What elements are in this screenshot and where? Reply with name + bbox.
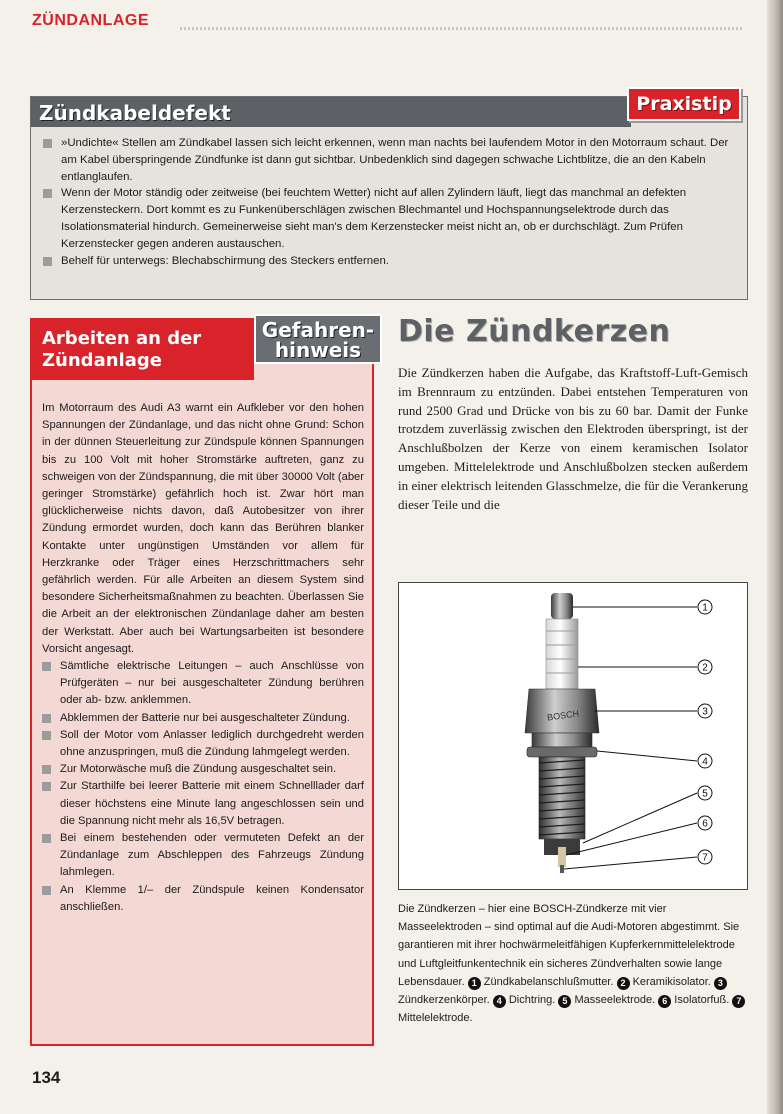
ceramic-insulator xyxy=(546,619,578,689)
figure-caption xyxy=(398,900,748,1027)
bullet-square-icon xyxy=(42,782,51,791)
tip-item-text: Behelf für unterwegs: Blechabschirmung des Steckers entfernen. xyxy=(61,254,389,267)
danger-item-text: Zur Motorwäsche muß die Zündung ausgeschaltet sein. xyxy=(60,763,337,776)
tip-item-text: Wenn der Motor ständig oder zeitweise (bei feuchtem Wetter) nicht auf allen Zylindern läuft, liegt das manchmal an defekten Kerzensteckern. Dort kommt es zu Funkenüberschlägen zwischen Blechmantel und Hochspannungselektrode durch das Isolationsmaterial hindurch. Gemeinerweise sieht man's dem Kerzenstecker meist nicht an, ob er durchschlägt. Zum Prüfen Kerzenstecker gegen anderen austauschen. xyxy=(61,187,687,250)
spark-plug-illustration xyxy=(399,583,749,891)
logo-text: BOSCH xyxy=(546,708,580,723)
danger-item xyxy=(42,710,364,727)
number-badge-icon: 1 xyxy=(468,977,481,990)
spark-plug-figure xyxy=(398,582,748,890)
number-badge-icon: 5 xyxy=(558,995,571,1008)
tip-item-text: »Undichte« Stellen am Zündkabel lassen sich leicht erkennen, wenn man nachts bei laufendem Motor in den Motorraum schaut. Der am Kabel überspringende Zündfunke ist dann gut sichtbar. Unbedenklich sind dagegen schwache Lichtblitze, die an den Kabeln entlanglaufen. xyxy=(61,137,729,183)
section-header: ZÜNDANLAGE xyxy=(32,12,149,29)
bullet-square-icon xyxy=(42,886,51,895)
danger-item xyxy=(42,882,364,916)
caption-part-label: Keramikisolator. xyxy=(632,975,711,988)
number-badge-icon: 3 xyxy=(714,977,727,990)
callout-7: 7 xyxy=(702,852,708,864)
caption-part-label: Zündkerzenkörper. xyxy=(398,994,490,1007)
tip-box xyxy=(30,93,748,300)
caption-part-label: Zündkabelanschlußmutter. xyxy=(483,975,614,988)
callout-3: 3 xyxy=(702,706,708,718)
danger-item xyxy=(42,727,364,761)
number-badge-icon: 7 xyxy=(732,995,745,1008)
number-badge-icon: 6 xyxy=(658,995,671,1008)
tip-title: Zündkabeldefekt xyxy=(31,97,631,127)
number-badge-icon: 4 xyxy=(493,995,506,1008)
danger-item-text: Zur Starthilfe bei leerer Batterie mit einem Schnelllader darf dieser höchstens eine Minute lang angeschlossen sein und die Spannung nicht mehr als 16,5V betragen. xyxy=(60,780,364,827)
center-electrode xyxy=(560,865,564,873)
danger-item xyxy=(42,658,364,710)
callout-6: 6 xyxy=(702,818,708,830)
danger-item xyxy=(42,761,364,778)
tip-item xyxy=(43,185,739,252)
danger-box xyxy=(30,318,374,1046)
tip-item xyxy=(43,253,739,270)
page-number: 134 xyxy=(32,1068,61,1087)
callout-4: 4 xyxy=(702,756,708,768)
callout-5: 5 xyxy=(702,788,708,800)
danger-intro: Im Motorraum des Audi A3 warnt ein Aufkleber vor den hohen Spannungen der Zündanlage, und das nicht ohne Grund: Schon in der dünnen Steuerleitung zur Zündspule können Spannungen bis zu 100 Volt mit hoher Stromstärke auftreten, ganz zu schweigen von der Zündspannung, die mit über 30000 Volt (aber geringer Stromstärke) gefährlich hoch ist. Zwar hört man glücklicherweise nichts davon, daß Autobesitzer von ihrer Zündung ermordet wurden, doch kann das Berühren blanker Kontakte unter ungünstigen Umständen vor allem für Herzkranke oder Träger eines Herzschrittmachers sehr gefährlich werden. Für alle Arbeiten an diesem System sind besondere Sicherheitsmaßnahmen zu beachten. Überlassen Sie die Arbeit an der elektronischen Zündanlage daher am besten der Werkstatt. Aber auch bei Wartungsarbeiten ist besondere Vorsicht angesagt. xyxy=(42,402,364,655)
danger-title xyxy=(32,320,254,380)
callout-1: 1 xyxy=(702,602,708,614)
danger-item xyxy=(42,778,364,830)
caption-part-label: Isolatorfuß. xyxy=(674,994,730,1007)
bullet-square-icon xyxy=(43,139,52,148)
page-edge xyxy=(767,0,783,1114)
tip-body xyxy=(43,135,739,269)
danger-badge xyxy=(254,314,382,364)
bullet-square-icon xyxy=(42,765,51,774)
tip-item xyxy=(43,135,739,185)
caption-part-label: Dichtring. xyxy=(508,994,556,1007)
danger-title-line: Zündanlage xyxy=(42,350,162,371)
caption-part-label: Masseelektrode. xyxy=(574,994,656,1007)
danger-item-text: Bei einem bestehenden oder vermuteten Defekt an der Zündanlage zum Abschleppen des Fahrzeugs Zündung lahmlegen. xyxy=(60,832,364,879)
danger-item xyxy=(42,830,364,882)
danger-item-text: Sämtliche elektrische Leitungen – auch Anschlüsse von Prüfgeräten – nur bei ausgeschalteter Zündung berühren oder ab- bzw. anklemmen. xyxy=(60,660,364,707)
article-heading: Die Zündkerzen xyxy=(398,314,671,349)
bullet-square-icon xyxy=(43,257,52,266)
caption-intro: Die Zündkerzen – hier eine BOSCH-Zündkerze mit vier Masseelektroden – sind optimal auf die Audi-Motoren abgestimmt. Sie garantieren mit ihrer hochwärmeleitfähigen Kupferkernmittelelektrode und Luftgleitfunkentechnik ein sicheres Zündverhalten sowie lange Lebensdauer. xyxy=(398,903,740,988)
danger-body xyxy=(42,400,364,916)
sealing-ring xyxy=(527,747,597,757)
article-body: Die Zündkerzen haben die Aufgabe, das Kraftstoff-Luft-Gemisch im Brennraum zu entzünden. Dabei entstehen Temperaturen von rund 2500 Grad und Drücke von bis zu 60 bar. Damit der Funke trotzdem zuverlässig zwischen den Elektroden überspringt, ist der Anschlußbolzen der Kerze von einem keramischen Isolator umgeben. Mittelelektrode und Anschlußbolzen stecken außerdem in einer elektrisch leitenden Glasschmelze, die für die Verankerung dieser Teile und die xyxy=(398,365,748,512)
caption-part-label: Mittelelektrode. xyxy=(398,1012,473,1025)
danger-item-text: An Klemme 1/– der Zündspule keinen Kondensator anschließen. xyxy=(60,883,364,913)
insulator-tip xyxy=(558,847,566,867)
callout-2: 2 xyxy=(702,662,708,674)
danger-title-line: Arbeiten an der xyxy=(42,328,202,349)
bullet-square-icon xyxy=(42,714,51,723)
danger-item-text: Soll der Motor vom Anlasser lediglich durchgedreht werden ohne anzuspringen, muß die Zündung lahmgelegt werden. xyxy=(60,728,364,759)
bullet-square-icon xyxy=(42,834,51,843)
bullet-square-icon xyxy=(42,731,51,740)
terminal-nut xyxy=(551,593,573,619)
tip-badge: Praxistip xyxy=(627,87,741,121)
number-badge-icon: 2 xyxy=(617,977,630,990)
bullet-square-icon xyxy=(43,189,52,198)
danger-badge-line: Gefahren- xyxy=(261,318,375,342)
bullet-square-icon xyxy=(42,662,51,671)
danger-item-text: Abklemmen der Batterie nur bei ausgeschalteter Zündung. xyxy=(60,711,350,724)
header-divider xyxy=(180,27,744,30)
danger-badge-line: hinweis xyxy=(274,338,362,362)
